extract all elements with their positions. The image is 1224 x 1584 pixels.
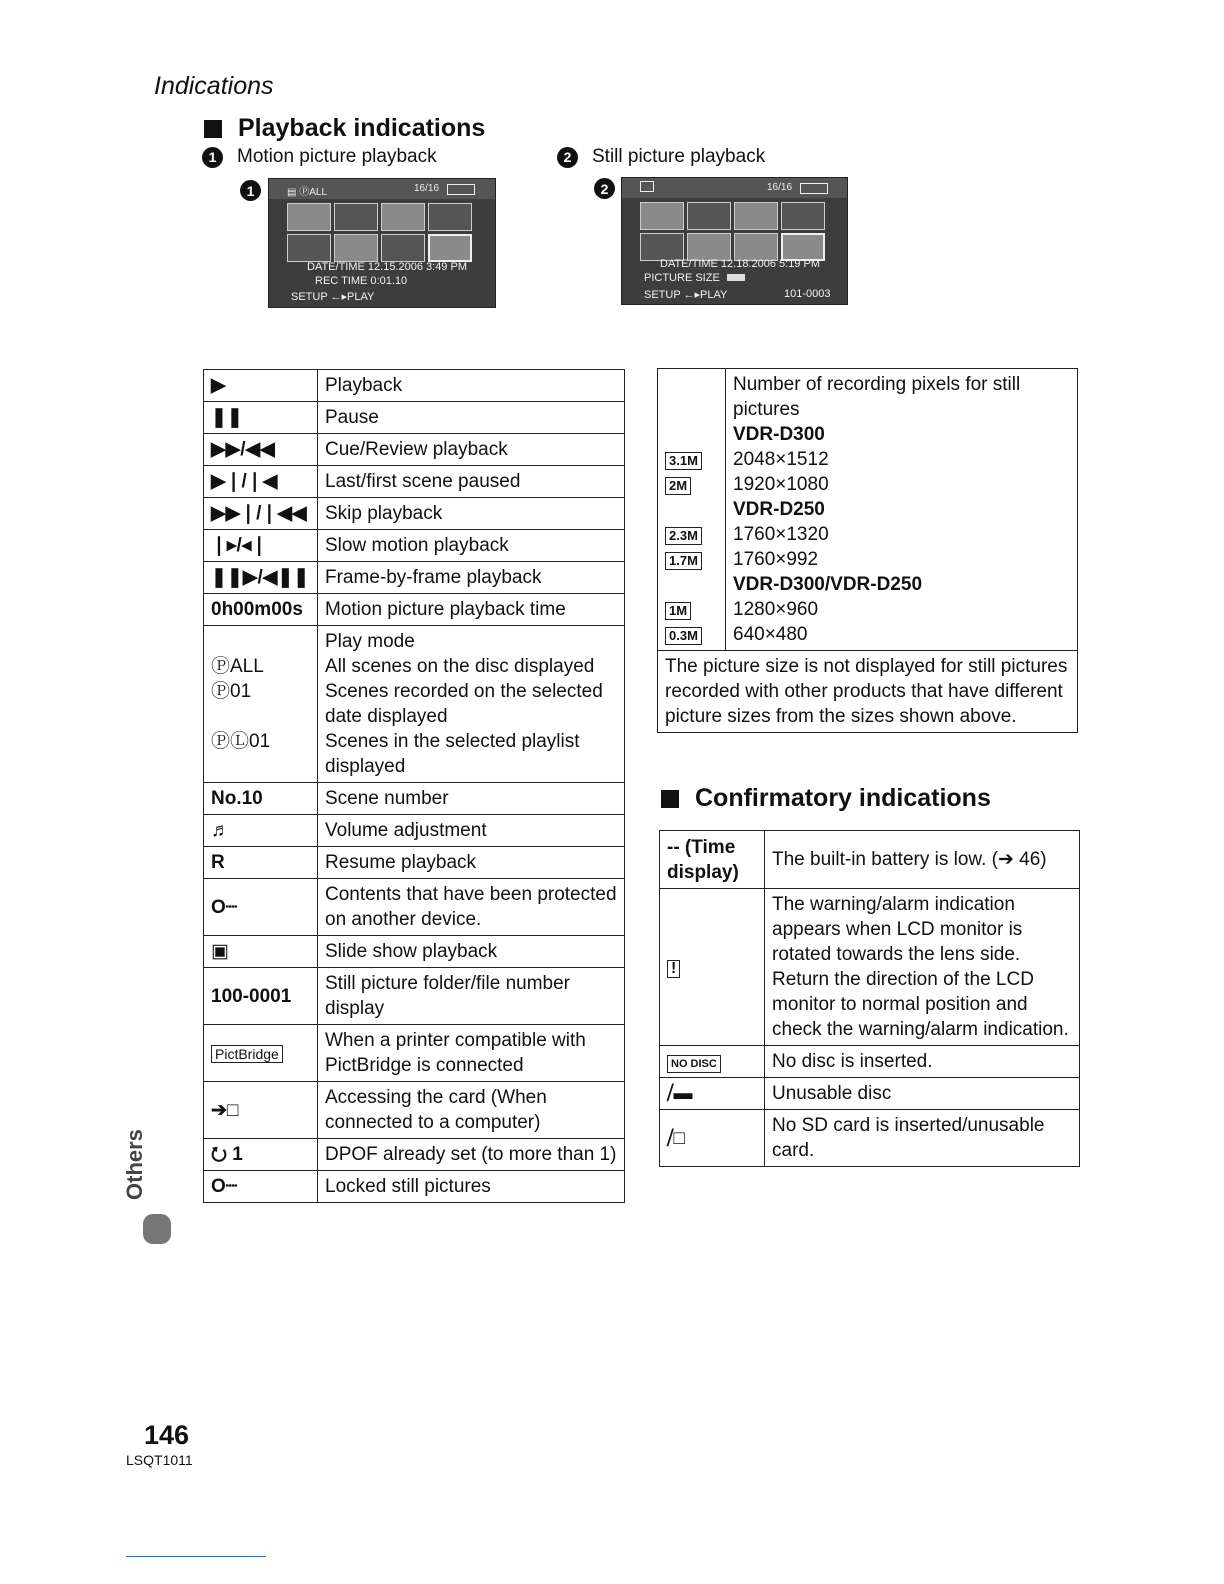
model-vdr-both: VDR-D300/VDR-D250: [733, 574, 923, 595]
screen-topbar: [269, 179, 495, 199]
symbol-cell: R: [204, 847, 318, 879]
no-disc-icon: NO DISC: [667, 1055, 721, 1073]
thumbnail: [287, 203, 331, 231]
play-mode-date-desc: Scenes recorded on the selected date displayed: [325, 681, 603, 727]
size-value: 1280×960: [733, 599, 819, 620]
table-row: [660, 1046, 1080, 1078]
description-cell: Last/first scene paused: [318, 466, 625, 498]
screen-picture-size: [644, 272, 847, 284]
screen-marker-1-icon: 1: [240, 180, 261, 201]
table-row: [204, 936, 625, 968]
motion-playback-screen: [268, 178, 496, 308]
screen-topbar: [622, 178, 847, 198]
thumbnail: [640, 233, 684, 261]
symbol-cell: No.10: [204, 783, 318, 815]
thumbnail: [734, 202, 778, 230]
side-tab-marker-icon: [143, 1214, 171, 1244]
table-row: [660, 1078, 1080, 1110]
warning-icon-cell: [660, 889, 765, 1046]
description-cell: No disc is inserted.: [765, 1046, 1080, 1078]
description-cell: Resume playback: [318, 847, 625, 879]
play-mode-title: Play mode: [325, 631, 415, 652]
table-row: [204, 968, 625, 1025]
description-cell: Cue/Review playback: [318, 434, 625, 466]
size-value: 1920×1080: [733, 474, 829, 495]
bullet-square-icon: [661, 790, 679, 808]
screen-setup: SETUP ←▸PLAY: [291, 291, 375, 303]
size-3-1m-icon: 3.1M: [665, 452, 702, 470]
description-cell: Frame-by-frame playback: [318, 562, 625, 594]
thumbnail: [287, 234, 331, 262]
symbol-cell: ▶▶/◀◀: [204, 434, 318, 466]
screen-mode-indicator: ▤ ⓅALL: [287, 187, 328, 198]
still-caption-text: Still picture playback: [592, 146, 766, 167]
picture-size-note-row: [658, 651, 1078, 733]
symbol-cell: ❘▸/◂❘: [204, 530, 318, 562]
thumbnail-selected: [428, 234, 472, 262]
size-2m-icon: 2M: [665, 477, 691, 495]
table-row: [204, 498, 625, 530]
screen-counter: 16/16: [414, 183, 440, 194]
symbol-cell: ❚❚▶/◀❚❚: [204, 562, 318, 594]
description-cell: Contents that have been protected on another device.: [318, 879, 625, 936]
table-row: [204, 466, 625, 498]
thumbnail-grid: [287, 203, 472, 262]
symbol-cell: ▶: [204, 370, 318, 402]
table-row: [204, 530, 625, 562]
symbol-cell: ▶❘/❘◀: [204, 466, 318, 498]
side-tab-label: Others: [122, 1129, 147, 1200]
screen-counter: 16/16: [767, 182, 793, 193]
picture-size-icons: [658, 369, 726, 651]
table-row: [204, 402, 625, 434]
description-cell: Motion picture playback time: [318, 594, 625, 626]
still-caption: [557, 146, 765, 168]
description-cell: Still picture folder/file number display: [318, 968, 625, 1025]
unusable-disc-icon: ⧸▬: [660, 1078, 765, 1110]
table-row: [204, 1082, 625, 1139]
key-icon: O┈: [204, 879, 318, 936]
playback-heading-text: Playback indications: [238, 114, 486, 142]
motion-caption-text: Motion picture playback: [237, 146, 437, 167]
play-mode-playlist-icon: ⓅⓁ01: [211, 731, 271, 752]
screen-setup: SETUP ←▸PLAY: [644, 289, 728, 301]
side-tab: [122, 1120, 152, 1210]
thumbnail: [334, 203, 378, 231]
description-cell: Pause: [318, 402, 625, 434]
card-access-icon: ➔□: [204, 1082, 318, 1139]
thumbnail: [428, 203, 472, 231]
thumbnail: [381, 234, 425, 262]
thumbnail-selected: [781, 233, 825, 261]
symbol-cell: ❚❚: [204, 402, 318, 434]
screen-marker-2-icon: 2: [594, 178, 615, 199]
screen-rectime: REC TIME 0:01.10: [315, 275, 408, 287]
table-row: [204, 847, 625, 879]
picture-size-title: Number of recording pixels for still pictures: [733, 374, 1021, 420]
description-cell: Unusable disc: [765, 1078, 1080, 1110]
table-row: [204, 815, 625, 847]
table-row: [660, 831, 1080, 889]
bullet-square-icon: [204, 120, 222, 138]
play-mode-symbols: [204, 626, 318, 783]
pictbridge-badge: PictBridge: [211, 1045, 283, 1063]
symbol-cell: 100-0001: [204, 968, 318, 1025]
thumbnail: [381, 203, 425, 231]
volume-icon: ♬: [204, 815, 318, 847]
battery-icon: [447, 184, 475, 195]
size-value: 640×480: [733, 624, 808, 645]
key-icon: O┈: [204, 1171, 318, 1203]
circled-number-2-icon: 2: [557, 147, 578, 168]
playback-heading: [204, 114, 485, 143]
play-mode-descriptions: [318, 626, 625, 783]
size-value: 1760×1320: [733, 524, 829, 545]
description-cell: Locked still pictures: [318, 1171, 625, 1203]
description-cell: Skip playback: [318, 498, 625, 530]
thumbnail: [781, 202, 825, 230]
picture-size-values: [726, 369, 1078, 651]
model-vdr-d300: VDR-D300: [733, 424, 825, 445]
confirmatory-table: [659, 830, 1080, 1167]
description-cell: When a printer compatible with PictBridge is connected: [318, 1025, 625, 1082]
table-row: [204, 1171, 625, 1203]
picture-size-row: [658, 369, 1078, 651]
size-1m-icon: 1M: [665, 602, 691, 620]
screen-file-number: 101-0003: [784, 288, 831, 300]
slideshow-icon: ▣: [204, 936, 318, 968]
motion-caption: [202, 146, 437, 168]
description-cell: Slide show playback: [318, 936, 625, 968]
thumbnail: [734, 233, 778, 261]
no-disc-icon-cell: [660, 1046, 765, 1078]
screen-picture-size-label: PICTURE SIZE: [644, 272, 720, 284]
symbol-cell: 0h00m00s: [204, 594, 318, 626]
warning-icon: !: [667, 960, 680, 978]
thumbnail-grid: [640, 202, 825, 261]
play-mode-all-icon: ⓅALL: [211, 656, 264, 677]
thumbnail: [687, 233, 731, 261]
table-row: [204, 594, 625, 626]
size-value: 2048×1512: [733, 449, 829, 470]
page-number: 146: [144, 1420, 190, 1450]
size-value: 1760×992: [733, 549, 819, 570]
description-cell: The built-in battery is low. (➔ 46): [765, 831, 1080, 889]
table-row: [204, 879, 625, 936]
thumbnail: [334, 234, 378, 262]
camera-icon: [640, 181, 654, 192]
pictbridge-icon: [204, 1025, 318, 1082]
screen-datetime: DATE/TIME 12.15.2006 3:49 PM: [307, 261, 467, 273]
table-row: [660, 889, 1080, 1046]
description-cell: Accessing the card (When connected to a computer): [318, 1082, 625, 1139]
description-cell: The warning/alarm indication appears when LCD monitor is rotated towards the lens side. Return the direction of the LCD monitor to normal position and check the warning/alarm indication.: [765, 889, 1080, 1046]
time-display-cell: -- (Time display): [660, 831, 765, 889]
table-row: [204, 783, 625, 815]
play-mode-date-icon: Ⓟ01: [211, 681, 252, 702]
dpof-icon: ⭮ 1: [204, 1139, 318, 1171]
picture-size-table: [657, 368, 1078, 733]
picture-size-icon: [727, 274, 745, 281]
battery-icon: [800, 183, 828, 194]
description-cell: Slow motion playback: [318, 530, 625, 562]
table-row: [204, 1139, 625, 1171]
table-row: [660, 1110, 1080, 1167]
size-2-3m-icon: 2.3M: [665, 527, 702, 545]
model-vdr-d250: VDR-D250: [733, 499, 825, 520]
description-cell: DPOF already set (to more than 1): [318, 1139, 625, 1171]
table-row: [204, 370, 625, 402]
playback-symbols-table: [203, 369, 625, 1203]
thumbnail: [640, 202, 684, 230]
play-mode-all-desc: All scenes on the disc displayed: [325, 656, 595, 677]
still-playback-screen: [621, 177, 848, 305]
table-row: [204, 434, 625, 466]
description-cell: No SD card is inserted/unusable card.: [765, 1110, 1080, 1167]
confirmatory-heading-text: Confirmatory indications: [695, 784, 991, 812]
size-1-7m-icon: 1.7M: [665, 552, 702, 570]
table-row: [204, 1025, 625, 1082]
description-cell: Playback: [318, 370, 625, 402]
size-0-3m-icon: 0.3M: [665, 627, 702, 645]
circled-number-1-icon: 1: [202, 147, 223, 168]
picture-size-note: The picture size is not displayed for still pictures recorded with other products that have different picture sizes from the sizes shown above.: [658, 651, 1078, 733]
table-row: [204, 562, 625, 594]
description-cell: Scene number: [318, 783, 625, 815]
symbol-cell: ▶▶❘/❘◀◀: [204, 498, 318, 530]
section-label: Indications: [154, 72, 274, 100]
document-code: LSQT1011: [126, 1452, 193, 1468]
screen-datetime: DATE/TIME 12.18.2006 5:19 PM: [660, 258, 820, 270]
description-cell: Volume adjustment: [318, 815, 625, 847]
confirmatory-heading: [661, 784, 991, 813]
play-mode-playlist-desc: Scenes in the selected playlist displayed: [325, 731, 580, 777]
footer-rule: [126, 1556, 266, 1557]
no-sd-card-icon: ⧸□: [660, 1110, 765, 1167]
play-mode-row: [204, 626, 625, 783]
thumbnail: [687, 202, 731, 230]
